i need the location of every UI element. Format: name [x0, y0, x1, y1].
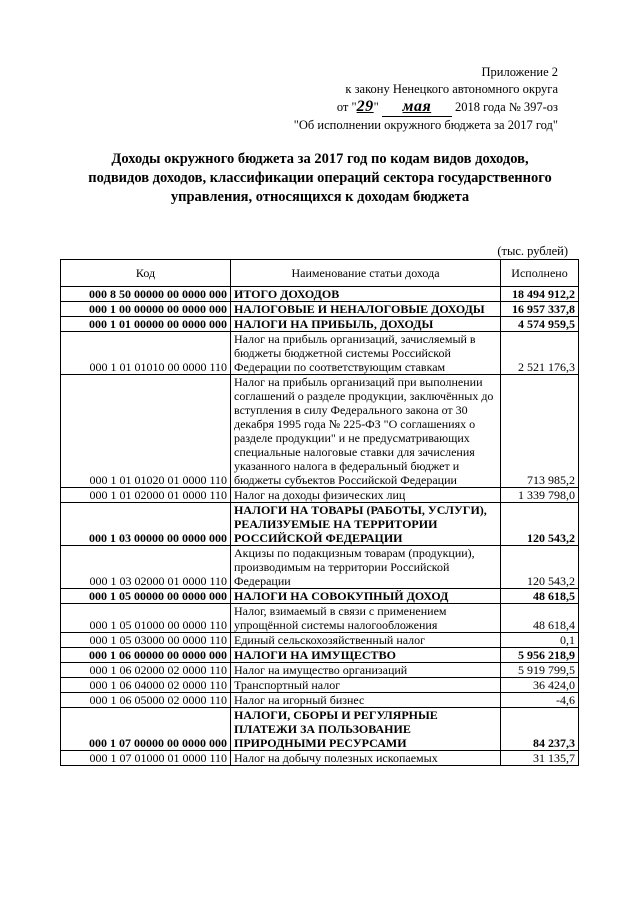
date-day: 29 [356, 98, 374, 115]
table-body [61, 287, 579, 766]
row-code: 000 1 01 00000 00 0000 000 [61, 317, 231, 332]
table-row [61, 693, 579, 708]
row-value: 120 543,2 [501, 546, 579, 589]
row-name: Единый сельскохозяйственный налог [231, 633, 501, 648]
row-code: 000 1 01 01010 00 0000 110 [61, 332, 231, 375]
law-name: "Об исполнении окружного бюджета за 2017 год" [293, 118, 558, 132]
table-row [61, 375, 579, 488]
revenue-table [60, 259, 579, 766]
table-row [61, 503, 579, 546]
row-name: Налог на прибыль организаций, зачисляемый в бюджеты бюджетной системы Российской Федерации по соответствующим ставкам [231, 332, 501, 375]
row-code: 000 1 03 00000 00 0000 000 [61, 503, 231, 546]
row-code: 000 1 07 01000 01 0000 110 [61, 751, 231, 766]
table-row [61, 287, 579, 302]
row-code: 000 1 03 02000 01 0000 110 [61, 546, 231, 589]
row-value: 5 956 218,9 [501, 648, 579, 663]
row-value: 36 424,0 [501, 678, 579, 693]
law-date: от "29" мая 2018 года № 397-оз [336, 98, 558, 115]
row-value: 5 919 799,5 [501, 663, 579, 678]
row-name: Налог на прибыль организаций при выполнении соглашений о разделе продукции, заключённых до вступления в силу Федерального закона от 30 декабря 1995 года № 225-ФЗ "О соглашениях о разделе продукции" и не предусматривающих специальные налоговые ставки для зачисления указанного налога в федеральный бюджет и бюджеты субъектов Российской Федерации [231, 375, 501, 488]
row-value: 84 237,3 [501, 708, 579, 751]
appendix-header [294, 64, 558, 134]
row-code: 000 1 07 00000 00 0000 000 [61, 708, 231, 751]
row-code: 000 1 01 01020 01 0000 110 [61, 375, 231, 488]
table-row [61, 317, 579, 332]
row-code: 000 1 06 05000 02 0000 110 [61, 693, 231, 708]
row-name: Налог на имущество организаций [231, 663, 501, 678]
table-row [61, 488, 579, 503]
row-code: 000 1 06 04000 02 0000 110 [61, 678, 231, 693]
row-value: 2 521 176,3 [501, 332, 579, 375]
row-name: Налог на игорный бизнес [231, 693, 501, 708]
table-row [61, 302, 579, 317]
row-name: НАЛОГИ, СБОРЫ И РЕГУЛЯРНЫЕ ПЛАТЕЖИ ЗА ПОЛЬЗОВАНИЕ ПРИРОДНЫМИ РЕСУРСАМИ [231, 708, 501, 751]
law-reference: к закону Ненецкого автономного округа [345, 82, 558, 96]
row-code: 000 8 50 00000 00 0000 000 [61, 287, 231, 302]
table-row [61, 589, 579, 604]
row-code: 000 1 05 03000 00 0000 110 [61, 633, 231, 648]
table-row [61, 633, 579, 648]
row-value: 713 985,2 [501, 375, 579, 488]
row-name: Налог на добычу полезных ископаемых [231, 751, 501, 766]
table-row [61, 708, 579, 751]
column-header-name: Наименование статьи дохода [231, 260, 501, 287]
column-header-code: Код [61, 260, 231, 287]
row-name: Акцизы по подакцизным товарам (продукции), производимым на территории Российской Федерации [231, 546, 501, 589]
row-code: 000 1 06 02000 02 0000 110 [61, 663, 231, 678]
table-row [61, 604, 579, 633]
date-month: мая [402, 98, 432, 115]
row-value: 48 618,5 [501, 589, 579, 604]
row-code: 000 1 01 02000 01 0000 110 [61, 488, 231, 503]
table-row [61, 648, 579, 663]
units-label: (тыс. рублей) [497, 244, 568, 258]
row-value: 1 339 798,0 [501, 488, 579, 503]
row-name: НАЛОГИ НА ИМУЩЕСТВО [231, 648, 501, 663]
row-name: Налог на доходы физических лиц [231, 488, 501, 503]
table-row [61, 678, 579, 693]
row-name: НАЛОГИ НА ПРИБЫЛЬ, ДОХОДЫ [231, 317, 501, 332]
row-code: 000 1 05 01000 00 0000 110 [61, 604, 231, 633]
row-value: 18 494 912,2 [501, 287, 579, 302]
row-value: -4,6 [501, 693, 579, 708]
table-row [61, 663, 579, 678]
row-code: 000 1 05 00000 00 0000 000 [61, 589, 231, 604]
row-value: 120 543,2 [501, 503, 579, 546]
row-value: 16 957 337,8 [501, 302, 579, 317]
row-code: 000 1 06 00000 00 0000 000 [61, 648, 231, 663]
row-value: 31 135,7 [501, 751, 579, 766]
row-name: Транспортный налог [231, 678, 501, 693]
row-name: НАЛОГИ НА СОВОКУПНЫЙ ДОХОД [231, 589, 501, 604]
table-header-row [61, 260, 579, 287]
row-value: 4 574 959,5 [501, 317, 579, 332]
row-value: 48 618,4 [501, 604, 579, 633]
row-value: 0,1 [501, 633, 579, 648]
column-header-value: Исполнено [501, 260, 579, 287]
row-name: ИТОГО ДОХОДОВ [231, 287, 501, 302]
table-row [61, 546, 579, 589]
row-code: 000 1 00 00000 00 0000 000 [61, 302, 231, 317]
table-row [61, 751, 579, 766]
row-name: НАЛОГИ НА ТОВАРЫ (РАБОТЫ, УСЛУГИ), РЕАЛИЗУЕМЫЕ НА ТЕРРИТОРИИ РОССИЙСКОЙ ФЕДЕРАЦИИ [231, 503, 501, 546]
appendix-title: Приложение 2 [481, 65, 558, 79]
row-name: Налог, взимаемый в связи с применением упрощённой системы налогообложения [231, 604, 501, 633]
document-title: Доходы окружного бюджета за 2017 год по кодам видов доходов, подвидов доходов, классификации операций сектора государственного управления, относящихся к доходам бюджета [88, 151, 552, 205]
row-name: НАЛОГОВЫЕ И НЕНАЛОГОВЫЕ ДОХОДЫ [231, 302, 501, 317]
table-row [61, 332, 579, 375]
